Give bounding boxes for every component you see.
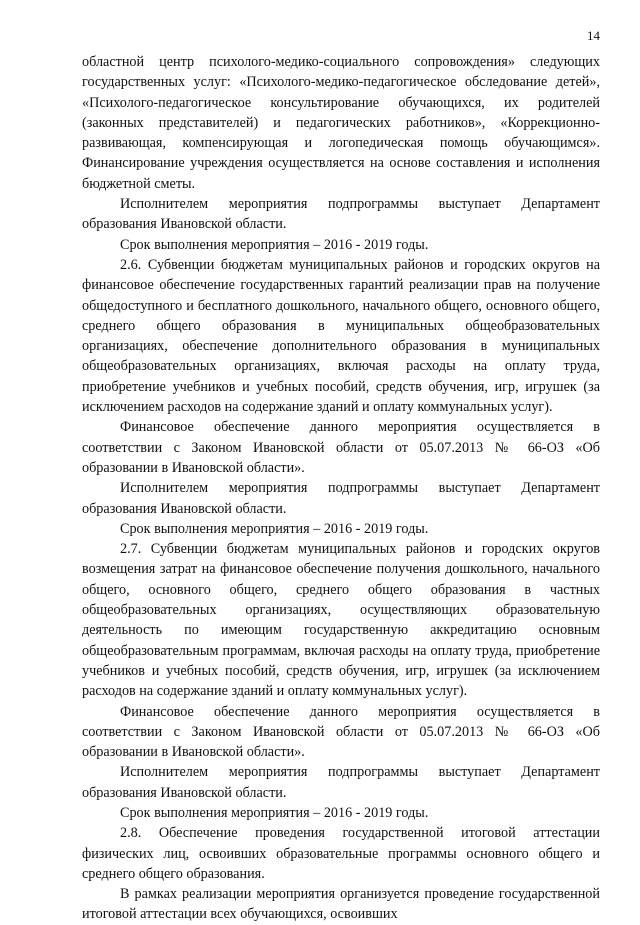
paragraph-item-2-8: 2.8. Обеспечение проведения государственной итоговой аттестации физических лиц, освоивших образовательные программы основного общего и среднего общего образования. [82,825,600,882]
document-body [82,52,600,925]
paragraph-executor: Исполнителем мероприятия подпрограммы выступает Департамент образования Ивановской области. [82,480,600,517]
paragraph-executor: Исполнителем мероприятия подпрограммы выступает Департамент образования Ивановской области. [82,764,600,801]
page-number: 14 [587,28,600,43]
paragraph-term: Срок выполнения мероприятия – 2016 - 2019 годы. [120,804,429,821]
paragraph-final: В рамках реализации мероприятия организуется проведение государственной итоговой аттестации всех обучающихся, освоивших [82,886,600,923]
paragraph-term: Срок выполнения мероприятия – 2016 - 2019 годы. [120,520,429,537]
paragraph-term: Срок выполнения мероприятия – 2016 - 2019 годы. [120,236,429,253]
paragraph-financing: Финансовое обеспечение данного мероприятия осуществляется в соответствии с Законом Ивановской области от 05.07.2013 № 66-ОЗ «Об образовании в Ивановской области». [82,703,600,761]
paragraph-financing: Финансовое обеспечение данного мероприятия осуществляется в соответствии с Законом Ивановской области от 05.07.2013 № 66-ОЗ «Об образовании в Ивановской области». [82,419,600,476]
paragraph-item-2-6: 2.6. Субвенции бюджетам муниципальных районов и городских округов на финансовое обеспечение государственных гарантий реализации прав на получение общедоступного и бесплатного дошкольного, начального общего, основного общего, среднего общего образования в муниципальных общеобразовательных организациях, обеспечение дополнительного образования в муниципальных общеобразовательных организациях, включая расходы на оплату труда, приобретение учебников и учебных пособий, средств обучения, игр, игрушек (за исключением расходов на содержание зданий и оплату коммунальных услуг). [82,256,600,416]
paragraph-continuation: областной центр психолого-медико-социального сопровождения» следующих государственных услуг: «Психолого-медико-педагогическое обследование детей», «Психолого-педагогическое консультирование обучающихся, их родителей (законных представителей) и педагогических работников», «Коррекционно-развивающая, компенсирующая и логопедическая помощь обучающимся». Финансирование учреждения осуществляется на основе составления и исполнения бюджетной сметы. [82,54,600,192]
paragraph-item-2-7: 2.7. Субвенции бюджетам муниципальных районов и городских округов возмещения затрат на финансовое обеспечение получения дошкольного, начального общего, основного общего, среднего общего образования в частных общеобразовательных организациях, осуществляющих образовательную деятельность по имеющим государственную аккредитацию основным общеобразовательным программам, включая расходы на оплату труда, приобретение учебников и учебных пособий, средств обучения, игр, игрушек (за исключением расходов на содержание зданий и оплату коммунальных услуг). [82,541,600,700]
paragraph-executor: Исполнителем мероприятия подпрограммы выступает Департамент образования Ивановской области. [82,196,600,233]
